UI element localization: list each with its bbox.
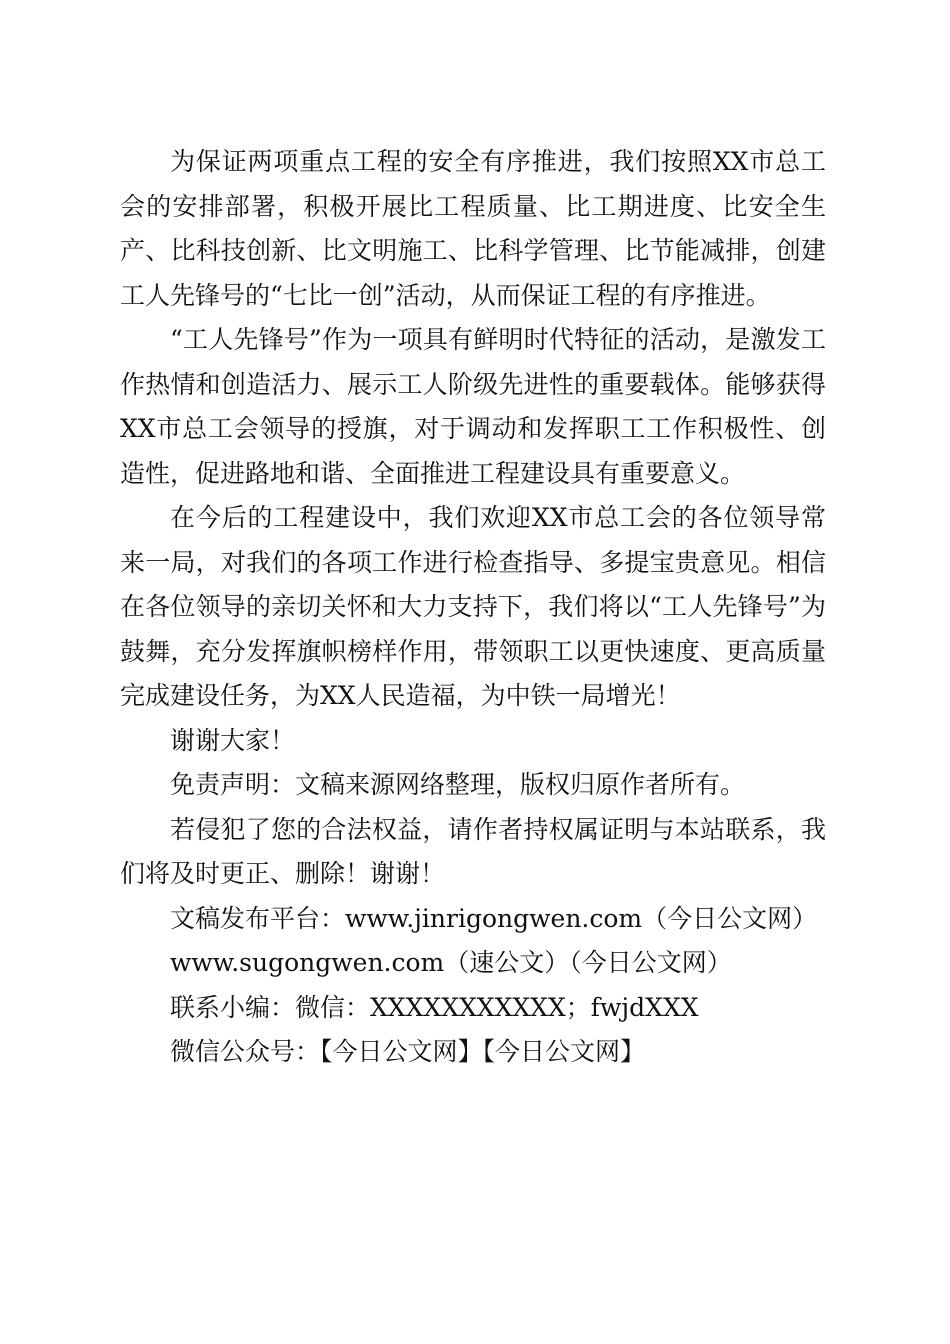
paragraph-infringement: 若侵犯了您的合法权益，请作者持权属证明与本站联系，我们将及时更正、删除！谢谢！	[120, 814, 826, 888]
footer-website-line: www.sugongwen.com（速公文）（今日公文网）	[170, 948, 732, 977]
footer-wechat-line: 微信公众号：【今日公文网】【今日公文网】	[170, 1037, 646, 1066]
paragraph-pioneer: “工人先锋号”作为一项具有鲜明时代特征的活动，是激发工作热情和创造活力、展示工人阶级先进性的重要载体。能够获得XX市总工会领导的授旗，对于调动和发挥职工工作积极性、创造性，促进路地和谐、全面推进工程建设具有重要意义。	[120, 325, 826, 488]
footer-contact-line: 联系小编：微信：XXXXXXXXXXX；fwjdXXX	[170, 992, 699, 1022]
document-body	[120, 140, 826, 1075]
paragraph-intro: 为保证两项重点工程的安全有序推进，我们按照XX市总工会的安排部署，积极开展比工程质量、比工期进度、比安全生产、比科技创新、比文明施工、比科学管理、比节能减排，创建工人先锋号的“七比一创”活动，从而保证工程的有序推进。	[120, 147, 826, 310]
paragraph-disclaimer: 免责声明：文稿来源网络整理，版权归原作者所有。	[170, 770, 746, 799]
footer-platform-line: 文稿发布平台：www.jinrigongwen.com（今日公文网）	[170, 903, 818, 933]
paragraph-future: 在今后的工程建设中，我们欢迎XX市总工会的各位领导常来一局，对我们的各项工作进行检查指导、多提宝贵意见。相信在各位领导的亲切关怀和大力支持下，我们将以“工人先锋号”为鼓舞，充分发挥旗帜榜样作用，带领职工以更快速度、更高质量完成建设任务，为XX人民造福，为中铁一局增光！	[120, 503, 826, 710]
paragraph-thanks: 谢谢大家！	[170, 725, 296, 755]
